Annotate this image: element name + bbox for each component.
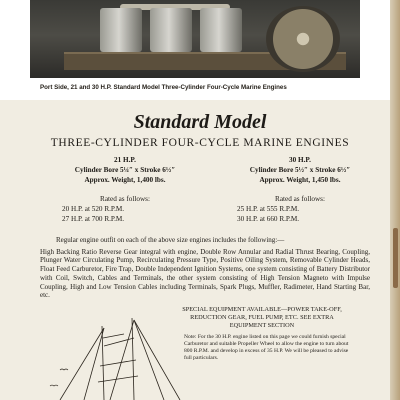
sailboat-illustration — [40, 316, 190, 400]
special-equipment — [172, 306, 352, 362]
engine-spec-30hp — [215, 155, 385, 224]
rated-label: Rated as follows: — [275, 195, 325, 203]
engine-bore-stroke: Cylinder Bore 5¼″ x Stroke 6½″ — [74, 166, 176, 174]
binder-tab — [393, 228, 398, 288]
engine-hp: 21 H.P. — [114, 156, 136, 164]
special-equipment-note: Note: For the 30 H.P. engine listed on this page we could furnish special Carburetor and suitable Propeller Wheel to allow the engine to turn about 800 R.P.M. and develop in excess of 35 H.P. We will be pleased to advise full particulars. — [184, 334, 349, 361]
engine-bore-stroke: Cylinder Bore 5½″ x Stroke 6½″ — [249, 166, 351, 174]
engine-cylinder — [150, 8, 192, 52]
outfit-section — [40, 236, 370, 300]
engine-weight: Approx. Weight, 1,450 lbs. — [259, 176, 341, 184]
engine-photo-band — [0, 0, 400, 100]
rated-label: Rated as follows: — [100, 195, 150, 203]
engine-cylinder — [200, 8, 242, 52]
engine-rating: 27 H.P. at 700 R.P.M. — [62, 215, 125, 223]
page-subtitle: THREE-CYLINDER FOUR-CYCLE MARINE ENGINES — [50, 137, 350, 149]
engine-hp: 30 H.P. — [289, 156, 311, 164]
page-edge — [390, 0, 400, 400]
outfit-intro: Regular engine outfit on each of the above size engines includes the following:— — [56, 236, 285, 244]
photo-caption: Port Side, 21 and 30 H.P. Standard Model Three-Cylinder Four-Cycle Marine Engines — [40, 84, 287, 91]
engine-rating: 25 H.P. at 555 R.P.M. — [237, 205, 300, 213]
engine-cylinder — [100, 8, 142, 52]
engine-weight: Approx. Weight, 1,400 lbs. — [84, 176, 166, 184]
special-equipment-heading: SPECIAL EQUIPMENT AVAILABLE—POWER TAKE-OFF, REDUCTION GEAR, FUEL PUMP, ETC. SEE EXTRA EQUIPMENT SECTION — [182, 306, 342, 329]
engine-rating: 30 H.P. at 660 R.P.M. — [237, 215, 300, 223]
page-title: Standard Model — [133, 111, 267, 133]
engine-spec-21hp — [40, 155, 210, 224]
outfit-body: High Backing Ratio Reverse Gear integral with engine, Double Row Annular and Radial Thrust Bearing, Coupling, Plunger Water Circulating Pump, Recirculating Pressure Type, Positive Oiling System, Removable Cylinder Heads, Float Feed Carburetor, Fire Trap, Double Independent Ignition Systems, one system consisting of Battery Distributor with Coil, Switch, Cables and Terminals, the other system consisting of High Tension Magneto with Impulse Coupling, High and Low Tension Cables including Terminals, Spark Plugs, Muffler, Radimeter, Hand Starting Bar, etc. — [40, 247, 370, 300]
flywheel — [266, 6, 340, 72]
engine-rating: 20 H.P. at 520 R.P.M. — [62, 205, 125, 213]
engine-photo — [30, 0, 360, 78]
